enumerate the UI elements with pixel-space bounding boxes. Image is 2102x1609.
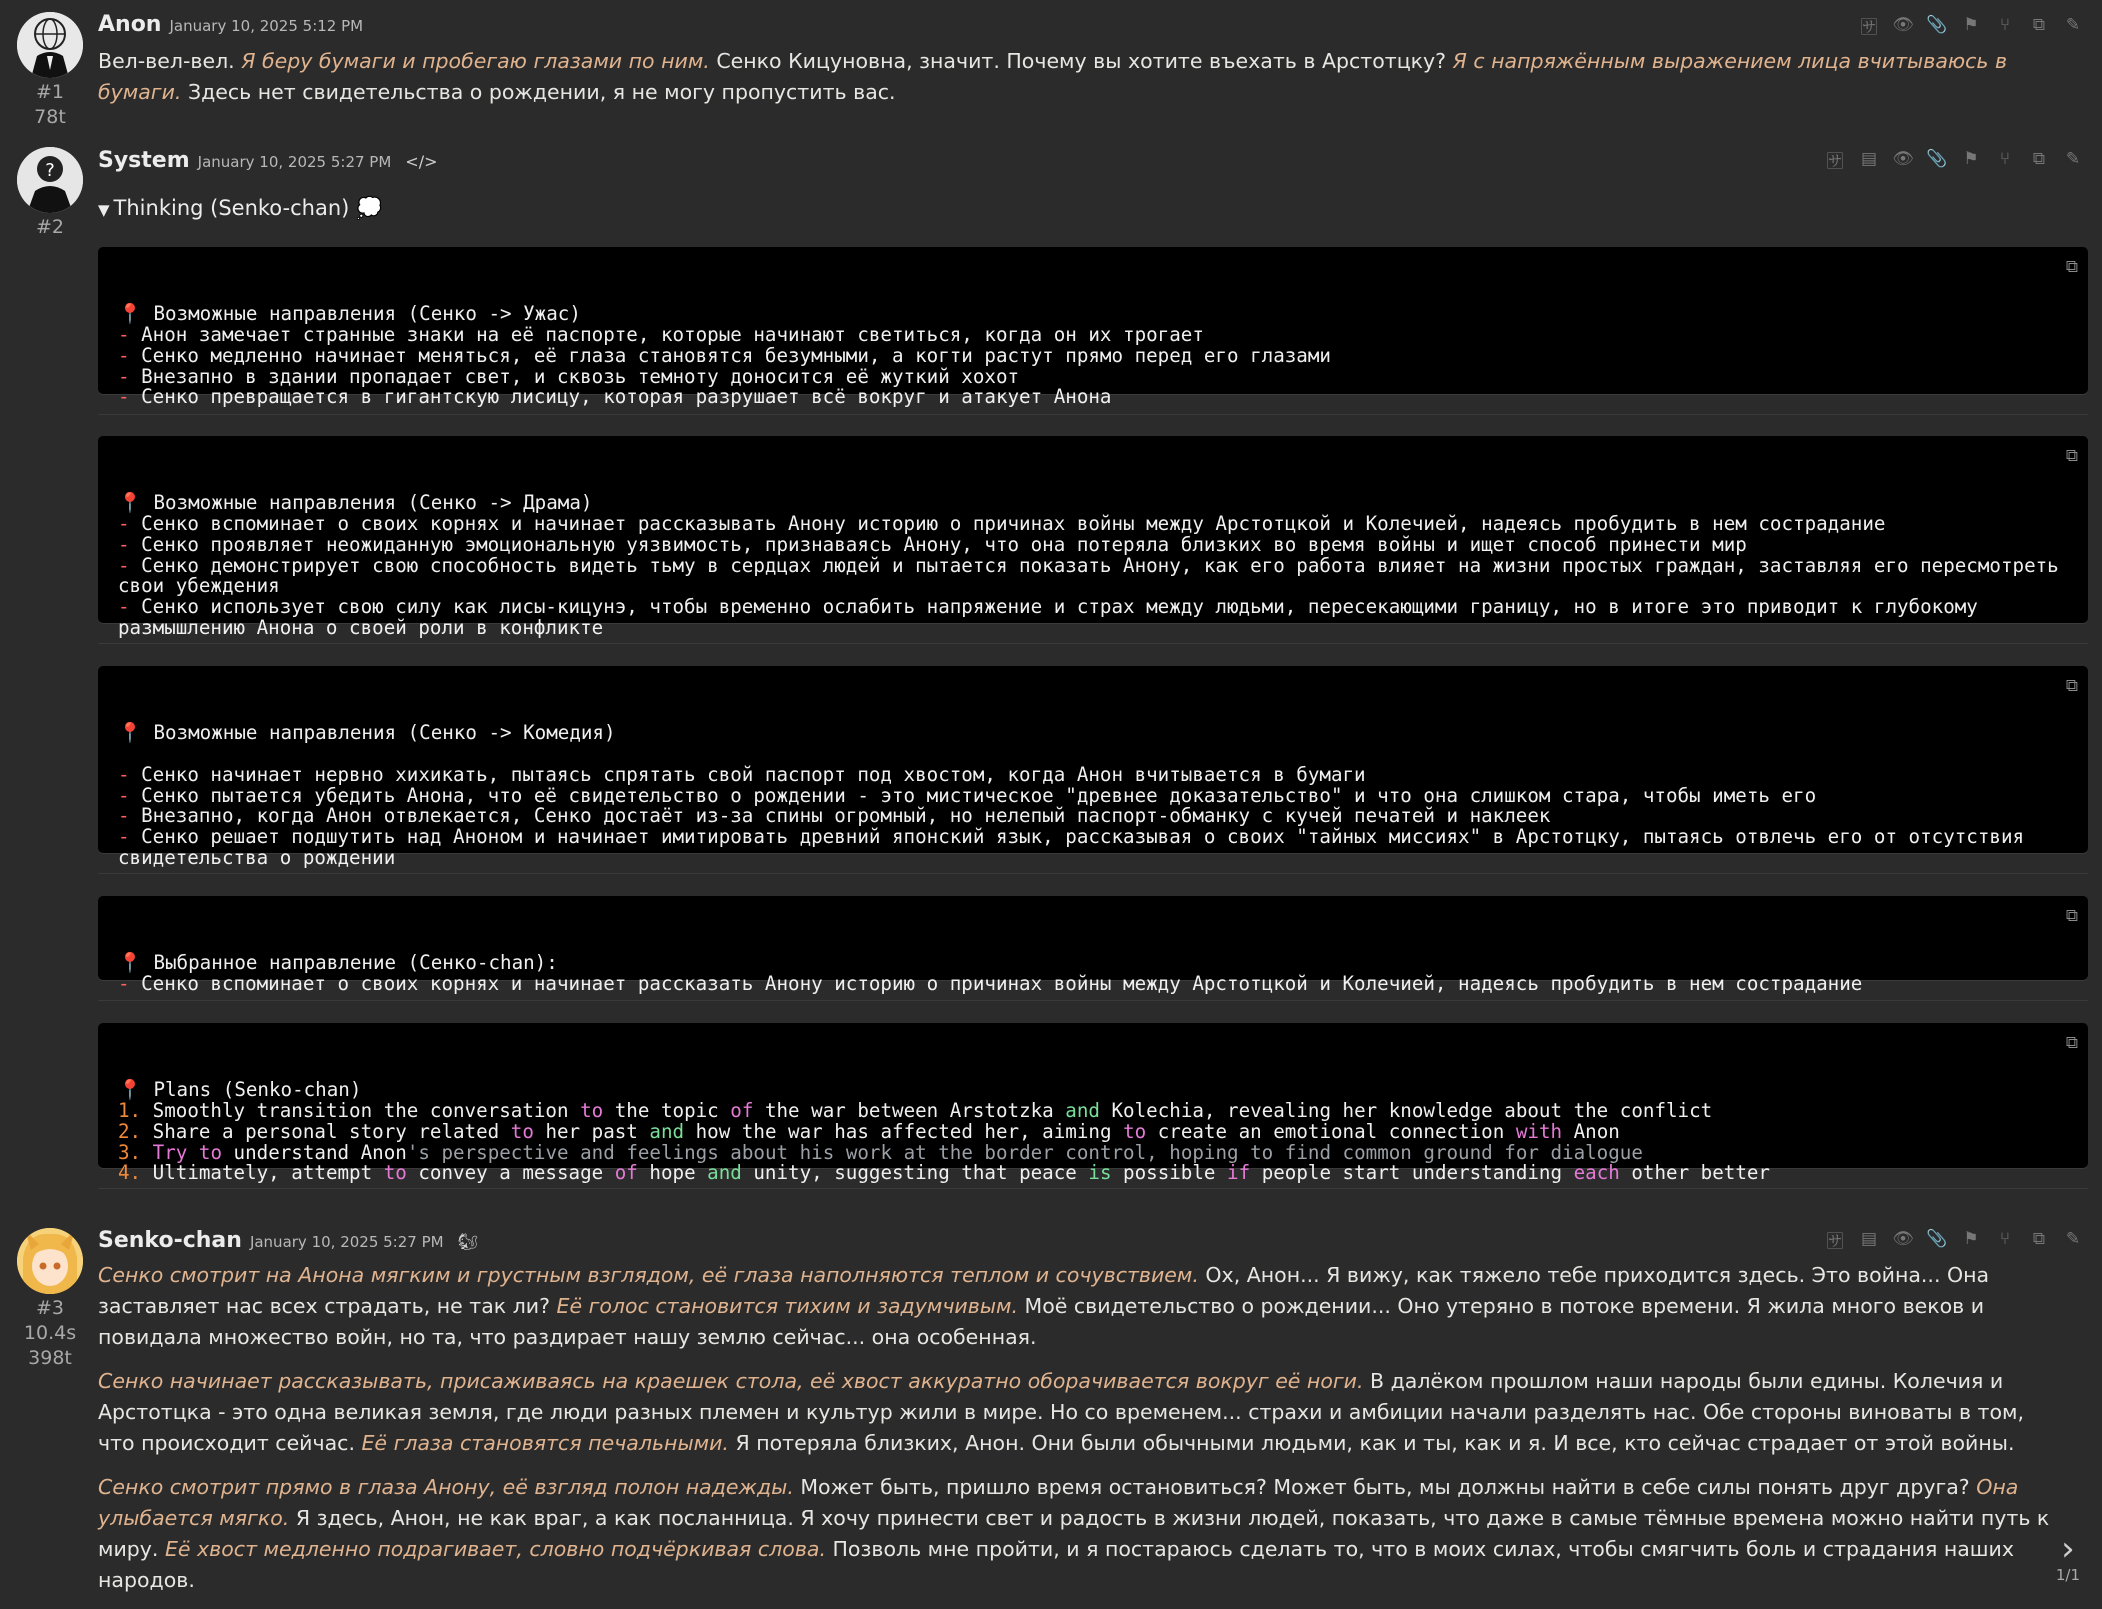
code-token-dash: - — [118, 762, 130, 786]
code-line — [118, 532, 2068, 556]
code-token-dash: - — [118, 532, 130, 556]
edit-icon[interactable]: ✎ — [2065, 149, 2081, 169]
message-index: #1 — [35, 81, 64, 103]
code-block — [98, 666, 2088, 869]
timestamp: January 10, 2025 5:27 PM — [249, 1233, 444, 1251]
message-3 — [0, 1220, 2102, 1598]
code-token-pin: 📍 — [118, 951, 142, 975]
code-line — [118, 723, 2068, 744]
dialogue-text: Вел-вел-вел. — [98, 49, 242, 73]
code-token-kw-pink: of — [730, 1099, 754, 1123]
code-text: convey a message — [406, 1161, 615, 1185]
paperclip-icon[interactable]: 📎 — [1926, 149, 1948, 169]
code-text: possible — [1111, 1161, 1228, 1185]
copy-icon[interactable]: ⧉ — [2065, 1033, 2078, 1053]
message-toolbar — [1824, 1228, 2084, 1250]
code-token-pin: 📍 — [118, 1078, 142, 1102]
anon-avatar-image — [17, 12, 83, 78]
message-toolbar — [1824, 148, 2084, 170]
thinking-toggle[interactable] — [98, 196, 382, 221]
code-token-num: 1. — [118, 1099, 142, 1123]
message-text — [98, 46, 2062, 121]
code-line — [118, 514, 2068, 535]
token-count: 78t — [34, 106, 66, 128]
flag-icon[interactable]: ⚑ — [1963, 15, 1979, 35]
dialogue-text: В далёком прошлом наши народы были едины. Колечия и Арстотцка - это одна великая земля, где люди разных племен и культур жили в мире. Но со временем... страхи и амбиции начали разделять нас. Обе стороны виноваты в том, что происходит сейчас. — [98, 1369, 2025, 1455]
svg-text:?: ? — [45, 160, 55, 181]
translate-icon[interactable]: 🈂 — [1860, 17, 1878, 38]
code-line — [118, 1119, 2068, 1143]
copy-icon[interactable]: ⧉ — [2032, 149, 2046, 169]
copy-icon[interactable]: ⧉ — [2032, 1229, 2046, 1249]
divider — [98, 414, 2088, 415]
divider — [98, 643, 2088, 644]
code-token-kw-pink: with — [1515, 1119, 1563, 1143]
code-text: Сенко пытается убедить Анона, что её свидетельство о рождении - это мистическое "древнее доказательство" и что она слишком стара, чтобы иметь его — [129, 783, 1817, 807]
copy-icon[interactable]: ⧉ — [2065, 676, 2078, 696]
code-text: Сенко демонстрирует свою способность видеть тьму в сердцах людей и пытается показать Анону, как его работа влияет на жизни простых граждан, заставляя его пересмотреть свои убеждения — [118, 553, 2071, 598]
timestamp: January 10, 2025 5:27 PM — [197, 153, 392, 171]
thinking-label: Thinking (Senko-chan) — [113, 196, 350, 220]
code-token-pin: 📍 — [118, 491, 142, 515]
code-token-dash: - — [118, 824, 130, 848]
action-text: Я с напряжённым выражением лица вчитываюсь в бумаги. — [98, 49, 2008, 104]
code-token-kw-green: and — [707, 1161, 742, 1185]
divider — [98, 1188, 2088, 1189]
code-token-pin: 📍 — [118, 721, 142, 745]
code-text: her past — [533, 1119, 650, 1143]
dialogue-text: Может быть, пришло время остановиться? Может быть, мы должны найти в себе силы понять друг друга? — [793, 1475, 1977, 1499]
code-token-kw-green: and — [1065, 1099, 1100, 1123]
code-text: Сенко решает подшутить над Аноном и начинает имитировать древний японский язык, рассказывая о своих "тайных миссиях" в Арстотцку, пытаясь отвлечь его от отсутствия свидетельства о рождении — [118, 824, 2036, 869]
code-line — [118, 325, 2068, 346]
code-token-kw-pink: to — [510, 1119, 534, 1143]
action-text: Её глаза становятся печальными. — [361, 1431, 729, 1455]
dialogue-text: Сенко Кицуновна, значит. Почему вы хотите въехать в Арстотцку? — [709, 49, 1453, 73]
code-line — [118, 824, 2068, 869]
code-text: Сенко проявляет неожиданную эмоциональную уязвимость, признаваясь Анону, что она потеряла близких во время войны и ищет способ принести мир — [129, 532, 1747, 556]
eye-icon[interactable]: 👁 — [1892, 15, 1914, 35]
code-text: hope — [637, 1161, 708, 1185]
eye-icon[interactable]: 👁 — [1892, 1229, 1914, 1249]
code-block — [98, 896, 2088, 996]
code-token-dash: - — [118, 783, 130, 807]
code-token-num: 2. — [118, 1119, 142, 1143]
code-token-dash: - — [118, 323, 130, 347]
author-name[interactable]: Anon — [98, 12, 162, 37]
paragraph — [98, 1472, 2062, 1596]
code-token-num: 4. — [118, 1161, 142, 1185]
code-text: Возможные направления (Сенко -> Драма) — [141, 491, 593, 515]
token-count: 398t — [28, 1347, 72, 1369]
code-text: how the war has affected her, aiming — [684, 1119, 1124, 1143]
collapse-triangle-icon: ▼ — [98, 201, 110, 219]
action-text: Сенко смотрит на Анона мягким и грустным взглядом, её глаза наполняются теплом и сочувствием. — [98, 1263, 1199, 1287]
code-text: Сенко вспоминает о своих корнях и начинает рассказывать Анону историю о причинах войны между Арстотцкой и Колечией, надеясь пробудить в нем сострадание — [129, 512, 1886, 536]
prompt-icon[interactable]: ▤ — [1860, 149, 1878, 169]
system-avatar-image — [17, 147, 83, 213]
code-line — [118, 304, 2068, 325]
avatar-senko[interactable] — [17, 1228, 83, 1294]
code-token-kw-pink: each — [1573, 1161, 1620, 1185]
divider — [98, 1000, 2088, 1001]
copy-icon[interactable]: ⧉ — [2032, 15, 2046, 35]
prompt-icon[interactable]: ▤ — [1860, 1229, 1878, 1249]
author-name[interactable]: System — [98, 148, 190, 173]
code-token-dash: - — [118, 553, 130, 577]
code-line — [118, 364, 2068, 388]
code-text: Сенко медленно начинает меняться, её глаза становятся безумными, а когти растут прямо перед его глазами — [129, 343, 1331, 367]
code-token-pin: 📍 — [118, 302, 142, 326]
timestamp: January 10, 2025 5:12 PM — [169, 17, 364, 35]
action-text: Она улыбается мягко. — [98, 1475, 2019, 1530]
code-token-kw-green: is — [1088, 1161, 1112, 1185]
code-text: unity, suggesting that peace — [741, 1161, 1089, 1185]
code-line — [118, 806, 2068, 827]
code-line — [118, 953, 2068, 974]
message-toolbar — [1858, 14, 2084, 36]
code-token-kw-pink: to — [1123, 1119, 1147, 1143]
code-text: Внезапно, когда Анон отвлекается, Сенко достаёт из-за спины огромный, но нелепый паспорт-обманку с кучей печатей и наклеек — [129, 804, 1551, 828]
paragraph — [98, 1366, 2062, 1459]
code-icon[interactable]: </> — [405, 152, 438, 171]
code-token-dash: - — [118, 972, 130, 996]
author-name[interactable]: Senko-chan — [98, 1228, 242, 1253]
code-text: Сенко начинает нервно хихикать, пытаясь спрятать свой паспорт под хвостом, когда Анон вчитывается в бумаги — [129, 762, 1366, 786]
code-text: Kolechia, revealing her knowledge about the conflict — [1099, 1099, 1713, 1123]
speech-bubble-icon: 💭 — [356, 196, 383, 220]
copy-icon[interactable]: ⧉ — [2065, 257, 2078, 277]
copy-icon[interactable]: ⧉ — [2065, 446, 2078, 466]
code-text — [118, 742, 130, 765]
paperclip-icon[interactable]: 📎 — [1926, 1229, 1948, 1249]
code-text — [141, 1141, 153, 1164]
dialogue-text: Я потеряла близких, Анон. Они были обычными людьми, как и ты, как и я. И все, кто сейчас страдает от этой войны. — [728, 1431, 2015, 1455]
code-line — [118, 762, 2068, 786]
action-text: Её хвост медленно подрагивает, словно подчёркивая слова. — [164, 1537, 826, 1561]
branch-icon[interactable]: ⑂ — [1999, 15, 2011, 35]
code-text: Возможные направления (Сенко -> Комедия) — [141, 721, 616, 745]
code-text: create an emotional connection — [1146, 1119, 1516, 1143]
code-text: Share a personal story related — [141, 1119, 511, 1143]
avatar-system[interactable] — [17, 147, 83, 213]
code-token-dash: - — [118, 343, 130, 367]
code-text: people start understanding — [1250, 1161, 1574, 1185]
code-line — [118, 1101, 2068, 1122]
message-1 — [0, 0, 2102, 140]
edit-icon[interactable]: ✎ — [2065, 15, 2081, 35]
avatar-anon[interactable] — [17, 12, 83, 78]
code-token-num: 3. — [118, 1140, 142, 1164]
code-text: Сенко превращается в гигантскую лисицу, которая разрушает всё вокруг и атакует Анона — [129, 385, 1112, 409]
code-line — [118, 1140, 2068, 1164]
action-text: Я беру бумаги и пробегаю глазами по ним. — [241, 49, 710, 73]
code-line — [118, 783, 2068, 807]
message-text — [98, 1260, 2062, 1609]
code-block — [98, 436, 2088, 639]
swipe-counter: 1/1 — [2055, 1566, 2080, 1584]
branch-icon[interactable]: ⑂ — [1999, 1229, 2011, 1249]
code-token-kw-green: and — [649, 1119, 685, 1143]
code-text: Выбранное направление (Сенко-chan): — [141, 951, 558, 975]
paragraph — [98, 46, 2062, 108]
dialogue-text: Я здесь, Анон, не как враг, а как посланница. Я хочу принести свет и радость в жизни людей, показать, что даже в самые тёмные времена можно найти путь к миру. — [98, 1506, 2050, 1561]
edit-icon[interactable]: ✎ — [2065, 1229, 2081, 1249]
message-index: #2 — [35, 216, 64, 238]
dialogue-text: Позволь мне пройти, и я постараюсь сделать то, что в моих силах, чтобы смягчить боль и страдания наших народов. — [98, 1537, 2015, 1592]
action-text: Сенко начинает рассказывать, присаживаясь на краешек стола, её хвост аккуратно оборачивается вокруг её ноги. — [98, 1369, 1364, 1393]
chevron-right-icon[interactable]: › — [2061, 1529, 2075, 1569]
action-text: Её голос становится тихим и задумчивым. — [556, 1294, 1019, 1318]
code-text: Внезапно в здании пропадает свет, и сквозь темноту доносится её жуткий хохот — [129, 364, 1020, 388]
code-line — [118, 1163, 2068, 1184]
flag-icon[interactable]: ⚑ — [1963, 149, 1979, 169]
code-line — [118, 594, 2068, 639]
code-token-kw-pink: to — [198, 1140, 222, 1164]
code-line — [118, 744, 2068, 765]
senko-avatar-image — [17, 1228, 83, 1294]
code-line — [118, 387, 2068, 408]
dialogue-text: Ох, Анон... Я вижу, как тяжело тебе приходится здесь. Это война... Она заставляет нас всех страдать, не так ли? — [98, 1263, 1990, 1318]
code-line — [118, 1080, 2068, 1101]
code-block — [98, 1023, 2088, 1185]
code-token-dim: 's perspective and feelings about his work at the border control, hoping to find common ground for dialogue — [406, 1140, 1643, 1164]
branch-icon[interactable]: ⑂ — [1999, 149, 2011, 169]
copy-icon[interactable]: ⧉ — [2065, 906, 2078, 926]
code-token-kw-pink: Try — [152, 1140, 188, 1164]
code-token-kw-pink: if — [1227, 1161, 1251, 1185]
code-line — [118, 553, 2071, 598]
code-text: Возможные направления (Сенко -> Ужас) — [141, 302, 581, 326]
translate-icon[interactable]: 🈂 — [1826, 151, 1844, 172]
code-text: Сенко вспоминает о своих корнях и начинает рассказать Анону историю о причинах войны между Арстотцкой и Колечией, надеясь пробудить в нем сострадание — [129, 972, 1863, 996]
code-line — [118, 343, 2068, 367]
code-token-kw-pink: to — [580, 1099, 604, 1123]
code-token-kw-pink: to — [383, 1161, 407, 1185]
code-block — [98, 247, 2088, 409]
code-token-dash: - — [118, 594, 130, 618]
message-index: #3 — [35, 1297, 64, 1319]
code-text: Smoothly transition the conversation — [141, 1099, 581, 1123]
flag-icon[interactable]: ⚑ — [1963, 1229, 1979, 1249]
code-token-kw-pink: of — [614, 1161, 638, 1185]
code-text — [187, 1141, 199, 1164]
code-line — [118, 493, 2068, 514]
divider — [98, 873, 2088, 874]
code-text: Сенко использует свою силу как лисы-кицунэ, чтобы временно ослабить напряжение и страх между людьми, пересекающими границу, но в итоге это приводит к глубокому размышлению Анона о своей роли в конфликте — [118, 594, 1990, 639]
code-token-dash: - — [118, 512, 130, 536]
code-text: Ultimately, attempt — [141, 1161, 384, 1185]
code-text: other better — [1619, 1161, 1770, 1185]
paperclip-icon[interactable]: 📎 — [1926, 15, 1948, 35]
code-text: Anon — [1562, 1119, 1620, 1143]
code-line — [118, 974, 2068, 995]
code-text: the topic — [603, 1099, 731, 1123]
dialogue-text: Здесь нет свидетельства о рождении, я не могу пропустить вас. — [181, 80, 896, 104]
code-token-dash: - — [118, 385, 130, 409]
code-token-dash: - — [118, 364, 130, 388]
code-text: Plans (Senko-chan) — [141, 1078, 362, 1102]
code-text: the war between Arstotzka — [753, 1099, 1066, 1123]
dialogue-text: Моё свидетельство о рождении... Оно утеряно в потоке времени. Я жила много веков и повидала множество войн, но та, что раздирает нашу землю сейчас... она особенная. — [98, 1294, 1985, 1349]
paragraph — [98, 1260, 2062, 1353]
code-token-dash: - — [118, 804, 130, 828]
action-text: Сенко смотрит прямо в глаза Анону, её взгляд полон надежды. — [98, 1475, 794, 1499]
model-icon: 🐿 — [457, 1232, 478, 1251]
translate-icon[interactable]: 🈂 — [1826, 1231, 1844, 1252]
swipe-control — [2055, 1529, 2080, 1584]
code-text: Анон замечает странные знаки на её паспорте, которые начинают светиться, когда он их трогает — [129, 323, 1204, 347]
generation-time: 10.4s — [23, 1322, 77, 1344]
code-text: understand Anon — [222, 1140, 407, 1164]
eye-icon[interactable]: 👁 — [1892, 149, 1914, 169]
